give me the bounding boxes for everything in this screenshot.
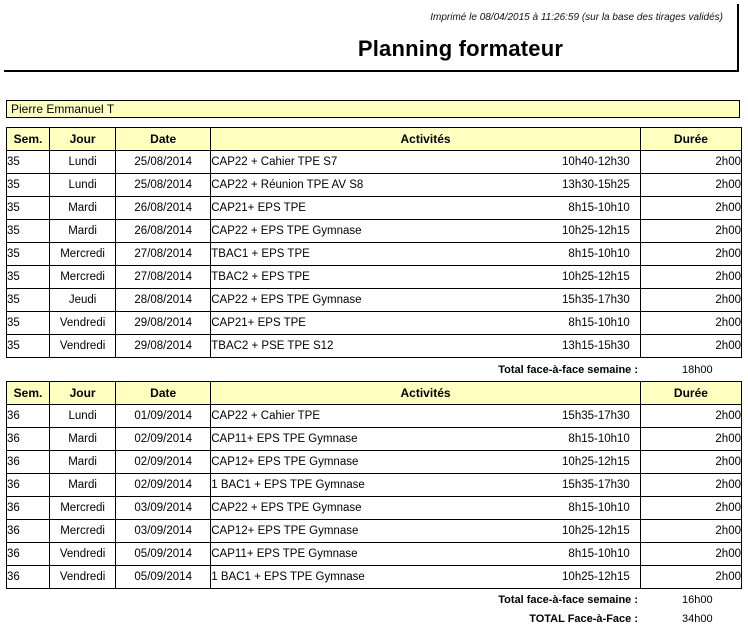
cell-activite (211, 428, 641, 451)
cell-jour: Mercredi (50, 266, 116, 289)
cell-jour: Lundi (50, 151, 116, 174)
cell-activite (211, 543, 641, 566)
table-row (7, 474, 742, 497)
week-total-label: Total face-à-face semaine : (498, 594, 638, 606)
col-header-sem: Sem. (7, 382, 50, 405)
table-row (7, 405, 742, 428)
table-row (7, 520, 742, 543)
activity-time: 8h15-10h10 (568, 502, 630, 514)
activity-label: 1 BAC1 + EPS TPE Gymnase (211, 571, 365, 583)
activity-label: TBAC2 + PSE TPE S12 (211, 340, 334, 352)
week-total-36 (0, 594, 748, 608)
week-total-value: 16h00 (682, 594, 713, 606)
cell-sem: 35 (7, 289, 50, 312)
cell-sem: 35 (7, 174, 50, 197)
cell-duree: 2h00 (640, 174, 741, 197)
grand-total-label: TOTAL Face-à-Face : (529, 613, 638, 625)
cell-date: 26/08/2014 (116, 220, 211, 243)
cell-duree: 2h00 (640, 405, 741, 428)
cell-duree: 2h00 (640, 289, 741, 312)
activity-time: 15h35-17h30 (562, 294, 630, 306)
col-header-date: Date (116, 128, 211, 151)
cell-duree: 2h00 (640, 243, 741, 266)
cell-sem: 35 (7, 197, 50, 220)
cell-activite (211, 220, 641, 243)
activity-label: CAP22 + Cahier TPE (211, 410, 321, 422)
week-table-35 (6, 127, 742, 358)
activity-time: 8h15-10h10 (568, 317, 630, 329)
cell-duree: 2h00 (640, 266, 741, 289)
cell-date: 27/08/2014 (116, 243, 211, 266)
activity-time: 13h30-15h25 (562, 179, 630, 191)
activity-label: CAP12+ EPS TPE Gymnase (211, 456, 359, 468)
cell-date: 27/08/2014 (116, 266, 211, 289)
cell-date: 03/09/2014 (116, 497, 211, 520)
cell-date: 25/08/2014 (116, 174, 211, 197)
activity-label: TBAC2 + EPS TPE (211, 271, 310, 283)
cell-duree: 2h00 (640, 428, 741, 451)
report-header (4, 4, 739, 72)
activity-time: 15h35-17h30 (562, 479, 630, 491)
cell-activite (211, 451, 641, 474)
col-header-date: Date (116, 382, 211, 405)
week-table-36 (6, 381, 742, 589)
table-header-row (7, 128, 742, 151)
cell-duree: 2h00 (640, 220, 741, 243)
cell-duree: 2h00 (640, 497, 741, 520)
cell-sem: 36 (7, 428, 50, 451)
cell-sem: 36 (7, 543, 50, 566)
cell-sem: 35 (7, 335, 50, 358)
activity-time: 15h35-17h30 (562, 410, 630, 422)
cell-sem: 36 (7, 497, 50, 520)
cell-date: 29/08/2014 (116, 335, 211, 358)
activity-label: CAP22 + EPS TPE Gymnase (211, 225, 362, 237)
activity-time: 10h25-12h15 (562, 571, 630, 583)
cell-date: 02/09/2014 (116, 428, 211, 451)
activity-time: 10h25-12h15 (562, 271, 630, 283)
cell-activite (211, 266, 641, 289)
cell-duree: 2h00 (640, 312, 741, 335)
cell-duree: 2h00 (640, 335, 741, 358)
cell-activite (211, 405, 641, 428)
cell-jour: Mercredi (50, 497, 116, 520)
cell-jour: Mercredi (50, 520, 116, 543)
col-header-jour: Jour (50, 128, 116, 151)
activity-label: TBAC1 + EPS TPE (211, 248, 310, 260)
cell-date: 28/08/2014 (116, 289, 211, 312)
cell-date: 02/09/2014 (116, 474, 211, 497)
trainer-name: Pierre Emmanuel T (6, 100, 740, 118)
activity-time: 10h40-12h30 (562, 156, 630, 168)
cell-date: 25/08/2014 (116, 151, 211, 174)
week-total-value: 18h00 (682, 364, 713, 376)
cell-activite (211, 243, 641, 266)
cell-sem: 35 (7, 266, 50, 289)
table-row (7, 428, 742, 451)
cell-jour: Lundi (50, 405, 116, 428)
cell-date: 26/08/2014 (116, 197, 211, 220)
table-row (7, 566, 742, 589)
grand-total-value: 34h00 (682, 613, 713, 625)
cell-jour: Mardi (50, 428, 116, 451)
table-row (7, 243, 742, 266)
cell-activite (211, 174, 641, 197)
cell-sem: 35 (7, 220, 50, 243)
cell-activite (211, 566, 641, 589)
cell-jour: Mercredi (50, 243, 116, 266)
cell-jour: Vendredi (50, 543, 116, 566)
cell-date: 01/09/2014 (116, 405, 211, 428)
table-row (7, 543, 742, 566)
cell-sem: 36 (7, 405, 50, 428)
cell-activite (211, 289, 641, 312)
activity-label: CAP22 + Cahier TPE S7 (211, 156, 338, 168)
cell-sem: 35 (7, 312, 50, 335)
activity-label: CAP11+ EPS TPE Gymnase (211, 548, 358, 560)
col-header-duree: Durée (640, 382, 741, 405)
table-row (7, 220, 742, 243)
cell-date: 05/09/2014 (116, 543, 211, 566)
cell-jour: Mardi (50, 451, 116, 474)
table-row (7, 174, 742, 197)
printed-timestamp: Imprimé le 08/04/2015 à 11:26:59 (sur la base des tirages validés) (430, 12, 723, 23)
cell-sem: 35 (7, 151, 50, 174)
activity-time: 10h25-12h15 (562, 225, 630, 237)
table-row (7, 312, 742, 335)
table-header-row (7, 382, 742, 405)
col-header-jour: Jour (50, 382, 116, 405)
cell-sem: 35 (7, 243, 50, 266)
cell-jour: Mardi (50, 197, 116, 220)
col-header-duree: Durée (640, 128, 741, 151)
cell-activite (211, 312, 641, 335)
table-row (7, 335, 742, 358)
activity-label: CAP12+ EPS TPE Gymnase (211, 525, 359, 537)
cell-date: 03/09/2014 (116, 520, 211, 543)
table-row (7, 289, 742, 312)
col-header-activites: Activités (211, 382, 641, 405)
cell-date: 05/09/2014 (116, 566, 211, 589)
week-total-35 (0, 364, 748, 378)
activity-label: CAP22 + EPS TPE Gymnase (211, 294, 362, 306)
activity-time: 8h15-10h10 (568, 433, 630, 445)
cell-sem: 36 (7, 566, 50, 589)
cell-duree: 2h00 (640, 566, 741, 589)
col-header-activites: Activités (211, 128, 641, 151)
cell-jour: Jeudi (50, 289, 116, 312)
activity-label: CAP22 + Réunion TPE AV S8 (211, 179, 364, 191)
cell-activite (211, 197, 641, 220)
activity-time: 8h15-10h10 (568, 202, 630, 214)
cell-duree: 2h00 (640, 543, 741, 566)
cell-activite (211, 497, 641, 520)
cell-sem: 36 (7, 451, 50, 474)
page-title (4, 36, 737, 62)
activity-time: 13h15-15h30 (562, 340, 630, 352)
grand-total (0, 613, 748, 627)
cell-jour: Vendredi (50, 566, 116, 589)
table-row (7, 197, 742, 220)
cell-jour: Lundi (50, 174, 116, 197)
cell-duree: 2h00 (640, 520, 741, 543)
activity-time: 10h25-12h15 (562, 456, 630, 468)
cell-sem: 36 (7, 520, 50, 543)
cell-activite (211, 151, 641, 174)
cell-date: 02/09/2014 (116, 451, 211, 474)
activity-label: CAP21+ EPS TPE (211, 202, 306, 214)
cell-duree: 2h00 (640, 151, 741, 174)
table-row (7, 451, 742, 474)
cell-duree: 2h00 (640, 474, 741, 497)
cell-date: 29/08/2014 (116, 312, 211, 335)
table-row (7, 497, 742, 520)
table-row (7, 266, 742, 289)
cell-jour: Mardi (50, 220, 116, 243)
week-total-label: Total face-à-face semaine : (498, 364, 638, 376)
cell-activite (211, 474, 641, 497)
cell-activite (211, 335, 641, 358)
activity-label: CAP21+ EPS TPE (211, 317, 306, 329)
cell-jour: Mardi (50, 474, 116, 497)
cell-jour: Vendredi (50, 312, 116, 335)
activity-label: CAP11+ EPS TPE Gymnase (211, 433, 358, 445)
activity-label: CAP22 + EPS TPE Gymnase (211, 502, 362, 514)
cell-activite (211, 520, 641, 543)
page-title-text: Planning formateur (357, 36, 564, 61)
cell-sem: 36 (7, 474, 50, 497)
col-header-sem: Sem. (7, 128, 50, 151)
activity-time: 8h15-10h10 (568, 548, 630, 560)
table-row (7, 151, 742, 174)
cell-duree: 2h00 (640, 197, 741, 220)
activity-time: 10h25-12h15 (562, 525, 630, 537)
cell-jour: Vendredi (50, 335, 116, 358)
activity-label: 1 BAC1 + EPS TPE Gymnase (211, 479, 365, 491)
activity-time: 8h15-10h10 (568, 248, 630, 260)
cell-duree: 2h00 (640, 451, 741, 474)
